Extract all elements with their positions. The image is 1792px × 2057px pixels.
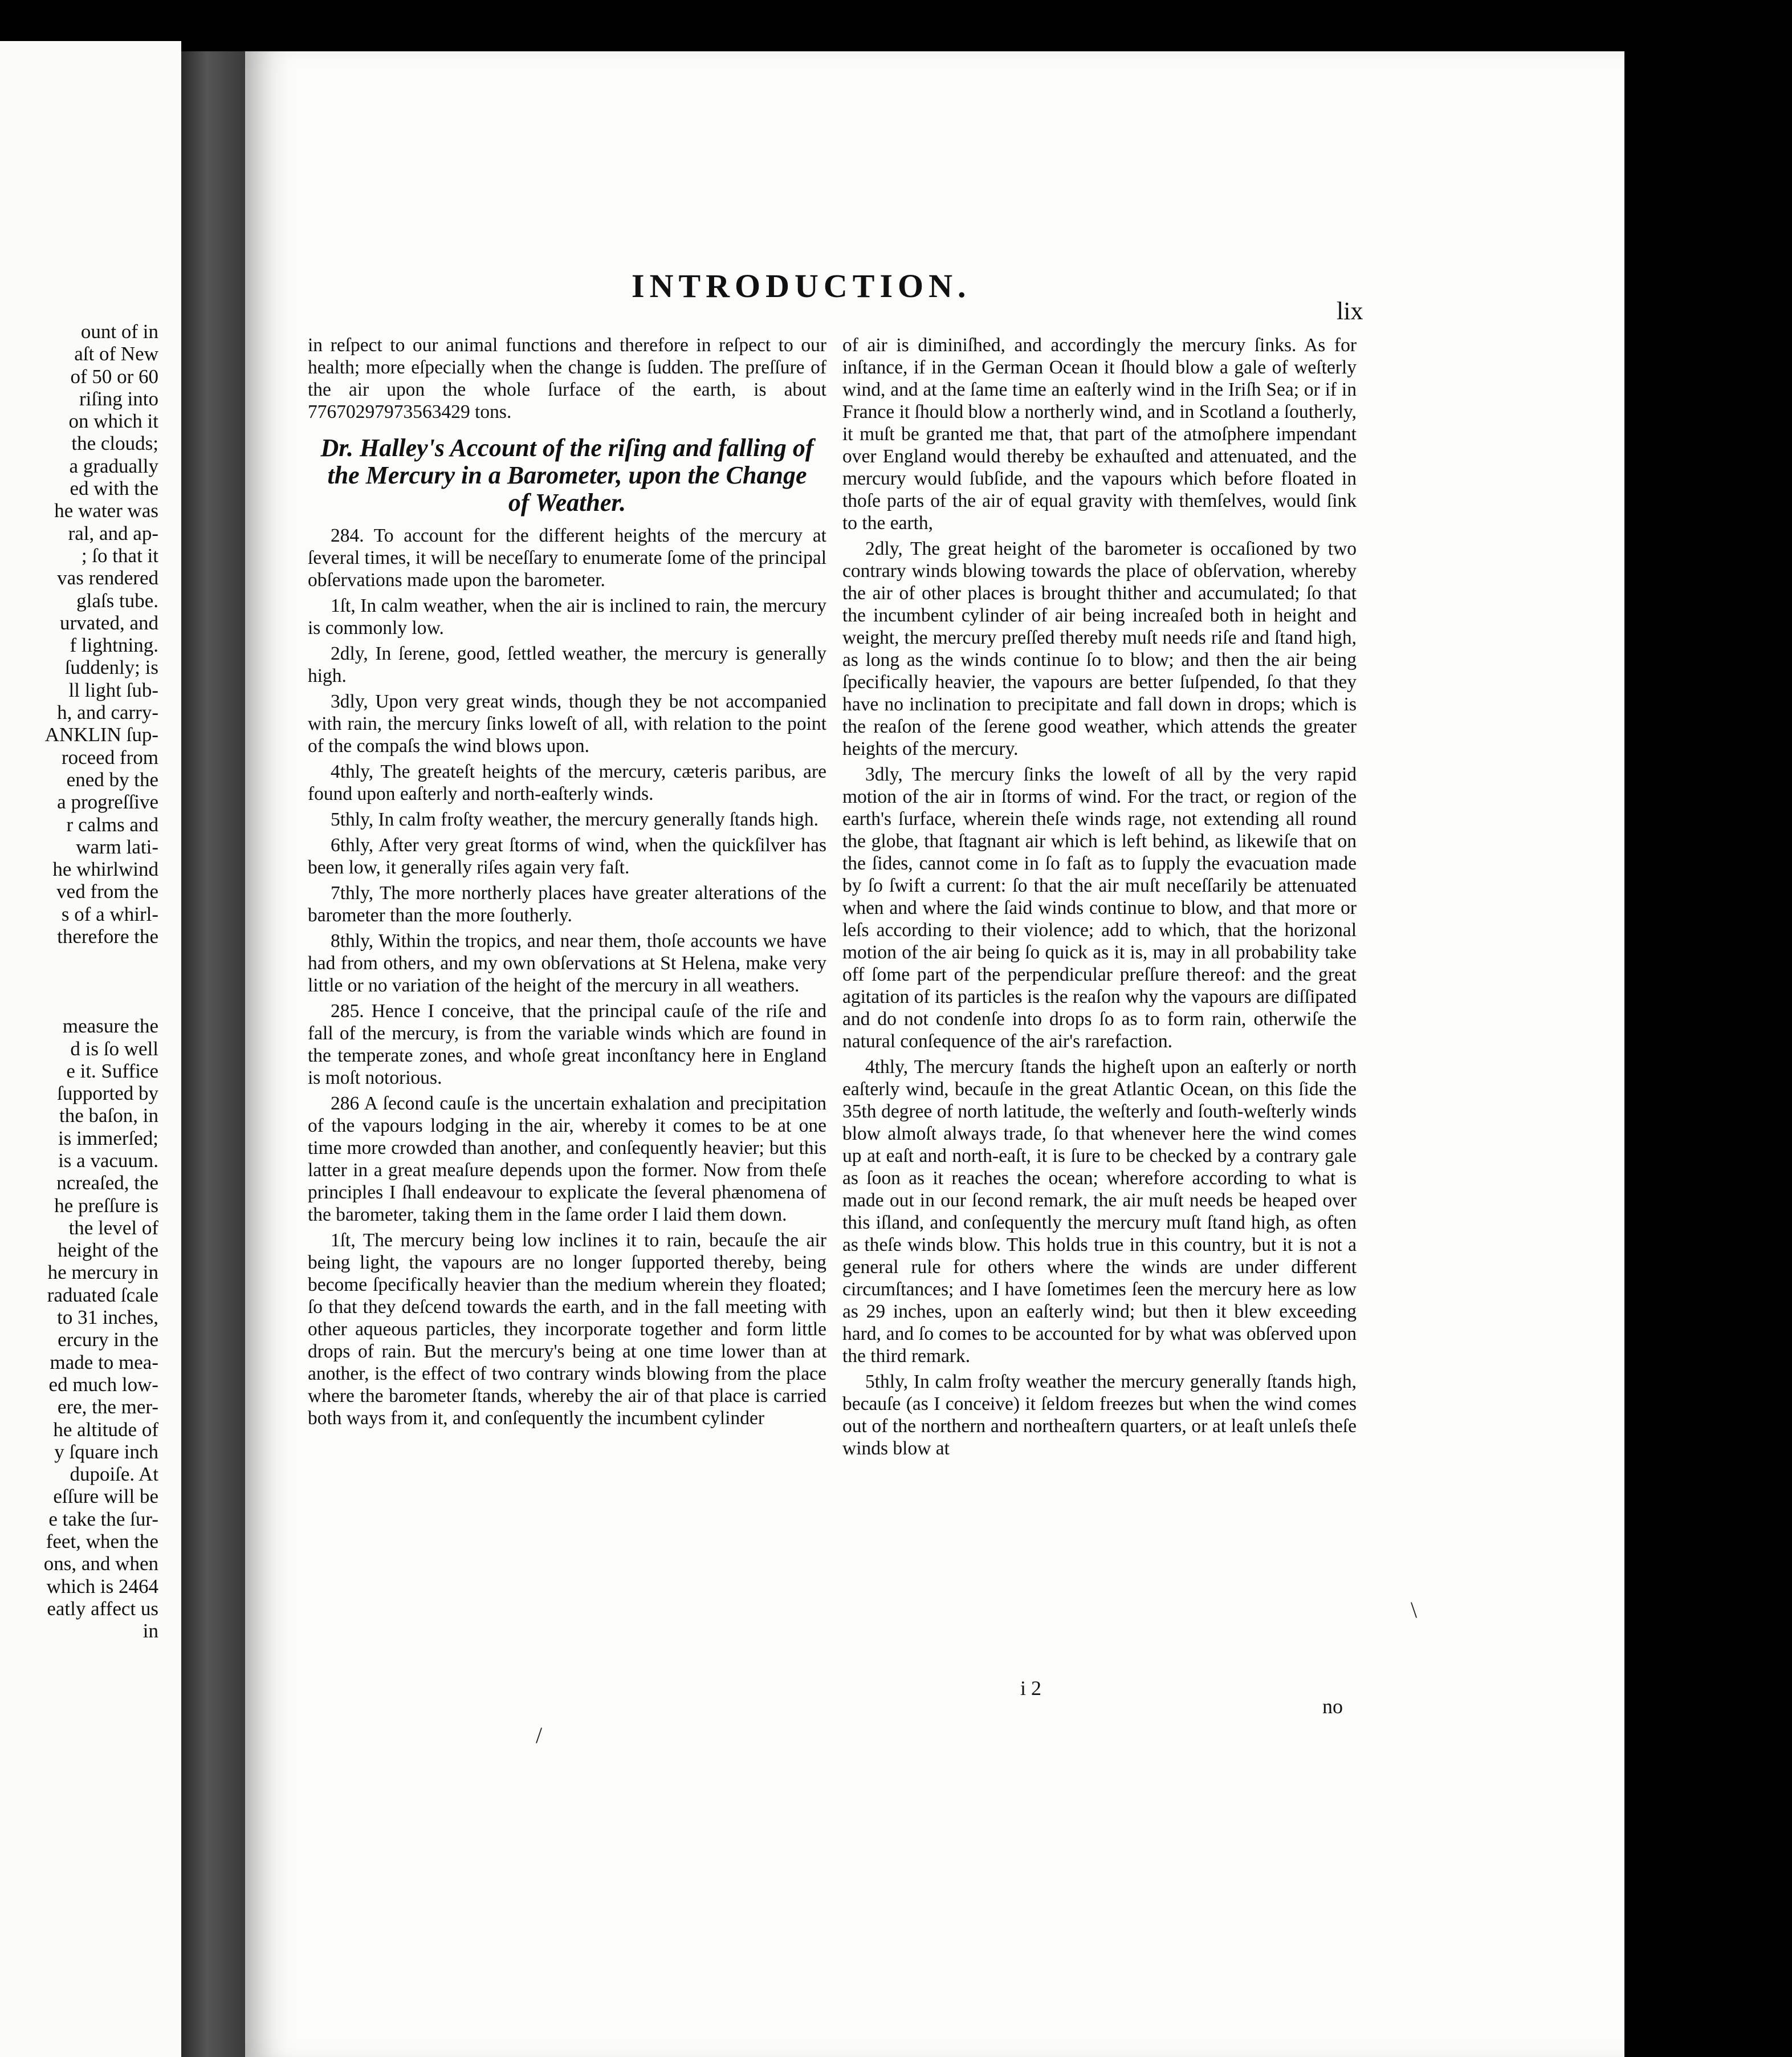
running-header: INTRODUCTION. (632, 267, 971, 304)
left-page-line: the baſon, in (59, 1104, 158, 1127)
left-page-line: is immerſed; (58, 1127, 158, 1149)
catchword: no (1322, 1695, 1343, 1718)
left-page-line: warm lati- (76, 835, 158, 858)
paragraph: 4thly, The mercury ſtands the higheſt upon an eaſterly or north eaſterly wind, becauſe in the great Atlantic Ocean, on this ſide the 35th degree of north latitude, the weſterly and ſouth-weſterly winds blow almoſt always trade, ſo that whenever here the wind comes up at eaſt and north-eaſt, it is ſure to be checked by a contrary gale as ſoon as it reaches the ocean; wherefore according to what is made out in our ſecond remark, the air muſt needs be heaped over this iſland, and conſequently the mercury muſt ſtand high, as often as theſe winds blow. This holds true in this country, but it is not a general rule for others where the winds are under different circumſtances; and I have ſometimes ſeen the mercury here as low as 29 inches, upon an eaſterly wind; but then it blew exceeding hard, and ſo comes to be accounted for by what was obſerved upon the third remark. (842, 1056, 1357, 1367)
paragraph-list (308, 525, 826, 1429)
paragraph: 7thly, The more northerly places have greater alterations of the barometer than the more ſoutherly. (308, 883, 826, 926)
left-page-line: r calms and (66, 813, 158, 836)
left-page-line (0, 948, 158, 970)
left-page-line: ercury in the (58, 1328, 158, 1351)
left-page-line: feet, when the (46, 1530, 158, 1553)
left-page-line: in (142, 1620, 158, 1643)
left-page-line: on which it (68, 410, 158, 433)
paragraph: 2dly, The great height of the barometer is occaſioned by two contrary winds blowing towards the place of obſervation, whereby the air of other places is brought thither and accumulated; ſo that the incumbent cylinder of air being increaſed both in height and weight, the mercury preſſed thereby muſt needs riſe and ſtand high, as long as the winds continue ſo to blow; and then the air being ſpecifically heavier, the vapours are better ſuſpended, ſo that they have no inclination to precipitate and fall down in drops; which is the reaſon of the ſerene good weather, which attends the greater heights of the mercury. (842, 538, 1357, 759)
left-page-line: roceed from (61, 746, 158, 769)
left-page-line: ved from the (56, 880, 158, 903)
signature-mark: i 2 (1020, 1677, 1042, 1700)
left-page-line: dupoiſe. At (70, 1463, 158, 1486)
paragraph: 284. To account for the different heights of the mercury at ſeveral times, it will be neceſſary to enumerate ſome of the principal obſervations made upon the barometer. (308, 525, 826, 591)
left-page-line: s of a whirl- (61, 903, 158, 925)
left-page-line: he mercury in (47, 1261, 158, 1284)
left-page-line: eſſure will be (53, 1485, 158, 1508)
left-page-line: height of the (58, 1239, 158, 1262)
left-page-line: h, and carry- (57, 701, 158, 724)
left-page-line: ed much low- (48, 1373, 158, 1396)
left-page-line: ened by the (66, 768, 158, 791)
left-page-line: ſupported by (57, 1082, 158, 1105)
left-page-line (0, 993, 158, 1015)
section-heading: Dr. Halley's Account of the riſing and falling of the Mercury in a Barometer, upon the Change of Weather. (320, 434, 814, 517)
left-page-line: vas rendered (57, 567, 158, 590)
paragraph: 8thly, Within the tropics, and near them, thoſe accounts we have had from others, and my own obſervations at St Helena, make very little or no variation of the height of the mercury in all weathers. (308, 930, 826, 996)
paragraph: 6thly, After very great ſtorms of wind, when the quickſilver has been low, it generally riſes again very faſt. (308, 835, 826, 878)
left-page-line: f lightning. (70, 634, 158, 657)
left-page-text (0, 320, 158, 1643)
left-page-line: ll light ſub- (68, 678, 158, 701)
paragraph: 285. Hence I conceive, that the principal cauſe of the riſe and fall of the mercury, is from the variable winds which are found in the temperate zones, and whoſe great inconſtancy here in England is moſt notorious. (308, 1001, 826, 1088)
left-page-line: ount of in (80, 320, 158, 343)
paragraph: 5thly, In calm froſty weather, the mercury generally ſtands high. (331, 809, 819, 830)
book-gutter (181, 51, 245, 2057)
ink-mark: / (536, 1722, 543, 1748)
left-page-line: to 31 inches, (57, 1306, 158, 1329)
left-page-line: ral, and ap- (68, 522, 158, 544)
left-page-line: which is 2464 (46, 1575, 158, 1597)
paragraph: 3dly, The mercury ſinks the loweſt of all by the very rapid motion of the air in ſtorms of wind. For the tract, or region of the earth's ſurface, wherein theſe winds rage, not extending all round the globe, that ſtagnant air which is left behind, as likewiſe that on the ſides, cannot come in ſo faſt as to ſupply the evacuation made by ſo ſwift a current: ſo that the air muſt neceſſarily be attenuated when and where the ſaid winds continue to blow, and that more or leſs according to their violence; add to which, that the horizonal motion of the air being ſo quick as it is, may in all probability take off ſome part of the perpendicular preſſure thereof: and the great agitation of its particles is the reaſon why the vapours are diſſipated and do not condenſe into drops ſo as to form rain, otherwiſe the natural conſequence of the air's rarefaction. (842, 764, 1357, 1052)
left-page-line: ; ſo that it (81, 544, 158, 567)
left-page-line: measure the (62, 1015, 158, 1038)
left-page-line: he preſſure is (54, 1194, 158, 1217)
left-page-line: riſing into (79, 387, 158, 410)
left-page-line: therefore the (57, 925, 158, 948)
left-page-line: ANKLIN ſup- (44, 723, 158, 746)
left-page-line: he altitude of (53, 1418, 158, 1441)
left-page-line: ed with the (70, 477, 158, 500)
left-page-line: ſuddenly; is (64, 656, 158, 679)
left-page-line: y ſquare inch (54, 1440, 158, 1463)
paragraph: of air is diminiſhed, and accordingly the mercury ſinks. As for inſtance, if in the German Ocean it ſhould blow a gale of weſterly wind, and at the ſame time an eaſterly wind in the Iriſh Sea; or if in France it ſhould blow a northerly wind, and in Scotland a ſoutherly, it muſt be granted me that, that part of the atmoſphere impendant over England would thereby be exhauſted and attenuated, and the mercury would ſubſide, and the vapours which before floated in thoſe parts of the air of equal gravity with themſelves, would ſink to the earth, (842, 335, 1357, 534)
left-page-line: e take the ſur- (48, 1507, 158, 1530)
text-column-right (842, 334, 1357, 1463)
left-page (0, 41, 181, 2057)
left-page-line: raduated ſcale (47, 1283, 158, 1306)
left-page-line: ons, and when (43, 1552, 158, 1575)
paragraph-list (842, 334, 1357, 1460)
paragraph: in reſpect to our animal functions and therefore in reſpect to our health; more eſpecially when the change is ſudden. The preſſure of the air upon the whole ſurface of the earth, is about 77670297973563429 tons. (308, 335, 826, 422)
left-page-line: eatly affect us (47, 1597, 158, 1620)
text-column-left (308, 334, 826, 1433)
left-page-line: the level of (68, 1216, 158, 1239)
paragraph: 3dly, Upon very great winds, though they be not accompanied with rain, the mercury ſinks loweſt of all, with relation to the point of the compaſs the wind blows upon. (308, 691, 826, 757)
left-page-line (0, 970, 158, 993)
left-page-line: of 50 or 60 (70, 365, 158, 388)
left-page-line: he whirlwind (52, 858, 158, 881)
paragraph: 2dly, In ſerene, good, ſettled weather, the mercury is generally high. (308, 643, 826, 686)
paragraph: 5thly, In calm froſty weather the mercury generally ſtands high, becauſe (as I conceive) it ſeldom freezes but when the wind comes out of the northern and northeaſtern quarters, or at leaſt unleſs theſe winds blow at (842, 1371, 1357, 1459)
paragraph: 4thly, The greateſt heights of the mercury, cæteris paribus, are found upon eaſterly and north-eaſterly winds. (308, 761, 826, 804)
left-page-line: glaſs tube. (76, 589, 158, 612)
left-page-line: made to mea- (50, 1351, 158, 1373)
left-page-line: aſt of New (74, 343, 158, 365)
left-page-line: a progreſſive (57, 791, 158, 814)
left-page-line: ncreaſed, the (56, 1172, 158, 1194)
left-page-line: the clouds; (71, 432, 158, 455)
paragraph: 286 A ſecond cauſe is the uncertain exhalation and precipitation of the vapours lodging in the air, whereby it comes to be at one time more crowded than another, and conſequently heavier; but this latter in a great meaſure depends upon the former. Now from theſe principles I ſhall endeavour to explicate the ſeveral phænomena of the barometer, taking them in the ſame order I laid them down. (308, 1093, 826, 1225)
left-page-line: e it. Suffice (66, 1059, 158, 1082)
paragraph: 1ſt, In calm weather, when the air is inclined to rain, the mercury is commonly low. (308, 595, 826, 639)
paragraph: 1ſt, The mercury being low inclines it to rain, becauſe the air being light, the vapours are no longer ſupported thereby, being become ſpecifically heavier than the medium wherein they floated; ſo that they deſcend towards the earth, and in the fall meeting with other aqueous particles, they incorporate together and form little drops of rain. But the mercury's being at one time lower than at another, is the effect of two contrary winds blowing from the place where the barometer ſtands, whereby the air of that place is carried both ways from it, and conſequently the incumbent cylinder (308, 1230, 826, 1429)
left-page-line: a gradually (69, 454, 158, 477)
left-page-line: ere, the mer- (57, 1396, 158, 1418)
ink-mark: \ (1411, 1597, 1418, 1623)
left-page-line: is a vacuum. (58, 1149, 158, 1172)
left-page-line: urvated, and (60, 611, 158, 634)
page-number: lix (1337, 297, 1363, 325)
left-page-line: d is ſo well (70, 1037, 158, 1060)
left-page-line: he water was (54, 499, 158, 522)
